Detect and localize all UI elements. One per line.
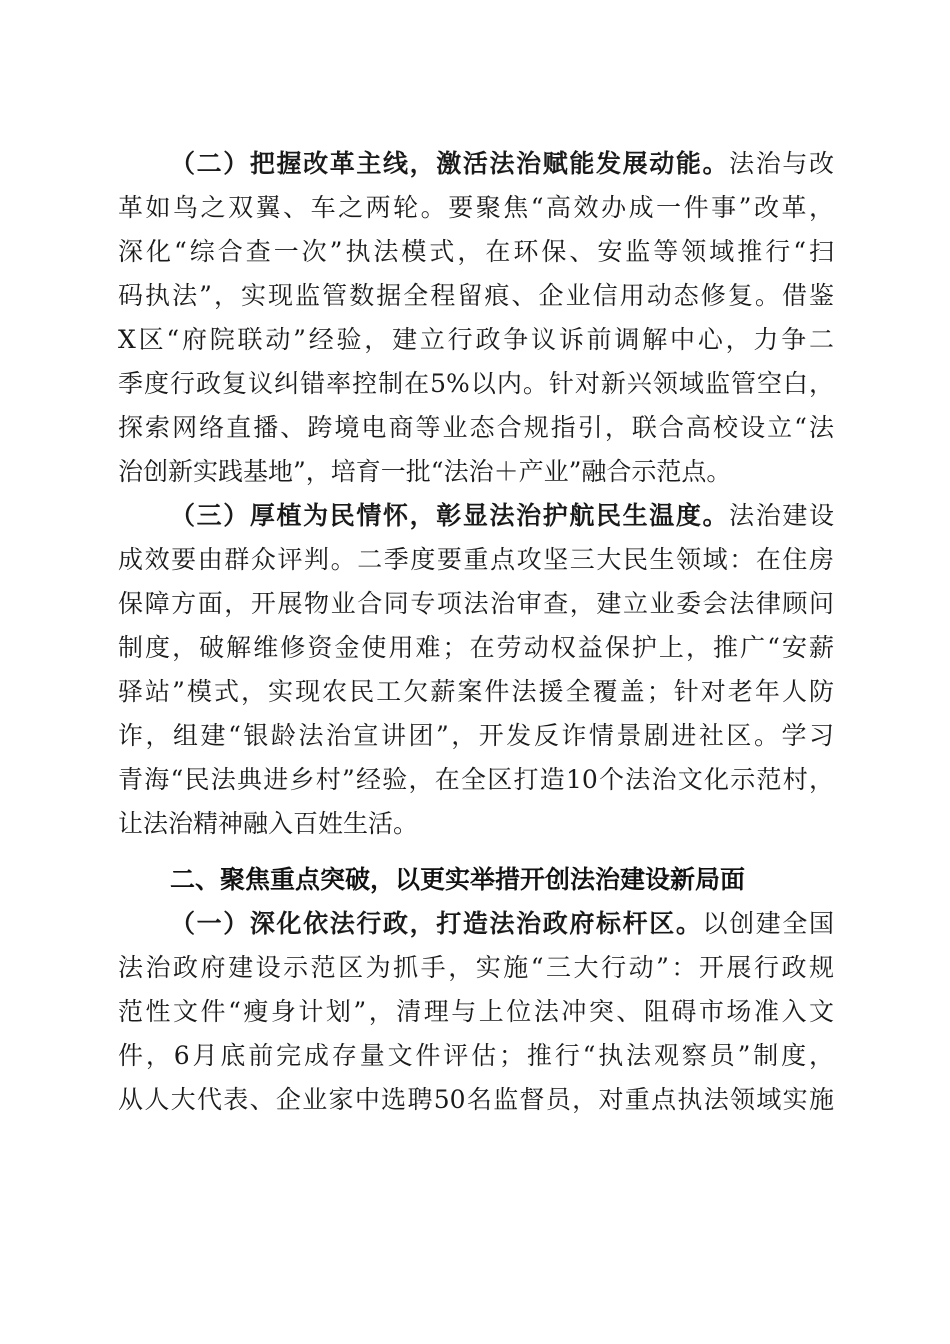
paragraph-1-line-1-text: 法治与改 xyxy=(729,149,834,178)
paragraph-2-line-3: 保障方面，开展物业合同专项法治审查，建立业委会法律顾问 xyxy=(118,589,834,618)
paragraph-3-line-1-text: 以创建全国 xyxy=(702,909,834,938)
section-heading: 二、聚焦重点突破，以更实举措开创法治建设新局面 xyxy=(170,865,746,894)
paragraph-2-line-1 xyxy=(170,496,834,536)
paragraph-2-line-1-text: 法治建设 xyxy=(729,501,834,530)
paragraph-1-line-6: 季度行政复议纠错率控制在5%以内。针对新兴领域监管空白， xyxy=(118,369,834,398)
paragraph-1-line-8: 治创新实践基地”，培育一批“法治＋产业”融合示范点。 xyxy=(118,457,732,486)
paragraph-2-line-7: 青海“民法典进乡村”经验，在全区打造10个法治文化示范村， xyxy=(118,765,834,794)
paragraph-2-line-5: 驿站”模式，实现农民工欠薪案件法援全覆盖；针对老年人防 xyxy=(118,677,834,706)
paragraph-1-line-3: 深化“综合查一次”执法模式，在环保、安监等领域推行“扫 xyxy=(118,237,834,266)
paragraph-1-line-2: 革如鸟之双翼、车之两轮。要聚焦“高效办成一件事”改革， xyxy=(118,193,834,222)
paragraph-3-line-1 xyxy=(170,904,834,944)
paragraph-3-line-3: 范性文件“瘦身计划”，清理与上位法冲突、阻碍市场准入文 xyxy=(118,997,834,1026)
paragraph-1-line-7: 探索网络直播、跨境电商等业态合规指引，联合高校设立“法 xyxy=(118,413,834,442)
paragraph-1-lead: （二）把握改革主线，激活法治赋能发展动能。 xyxy=(170,149,730,178)
paragraph-2-line-2: 成效要由群众评判。二季度要重点攻坚三大民生领域：在住房 xyxy=(118,545,834,574)
paragraph-1-line-5: X区“府院联动”经验，建立行政争议诉前调解中心，力争二 xyxy=(118,325,834,354)
paragraph-2-line-4: 制度，破解维修资金使用难；在劳动权益保护上，推广“安薪 xyxy=(118,633,834,662)
paragraph-3-lead: （一）深化依法行政，打造法治政府标杆区。 xyxy=(170,909,703,938)
paragraph-3-line-2: 法治政府建设示范区为抓手，实施“三大行动”：开展行政规 xyxy=(118,953,834,982)
paragraph-2-line-6: 诈，组建“银龄法治宣讲团”，开发反诈情景剧进社区。学习 xyxy=(118,721,834,750)
paragraph-3-line-4: 件，6月底前完成存量文件评估；推行“执法观察员”制度， xyxy=(118,1041,834,1070)
paragraph-1-line-4: 码执法”，实现监管数据全程留痕、企业信用动态修复。借鉴 xyxy=(118,281,834,310)
paragraph-2-lead: （三）厚植为民情怀，彰显法治护航民生温度。 xyxy=(170,501,730,530)
paragraph-2-line-8: 让法治精神融入百姓生活。 xyxy=(118,809,419,838)
paragraph-1-line-1 xyxy=(170,144,834,184)
paragraph-3-line-5: 从人大代表、企业家中选聘50名监督员，对重点执法领域实施 xyxy=(118,1085,834,1114)
